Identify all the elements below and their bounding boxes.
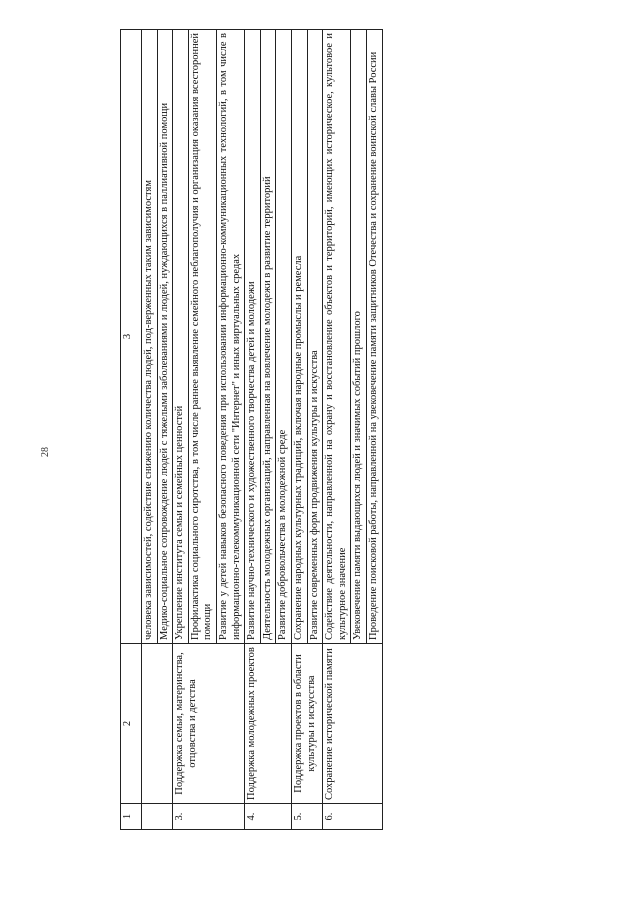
row-item: Развитие у детей навыков безопасного поведения при использовании информационно-коммуникационных технологий, в том числе в информационно-телекоммуникационной сети "Интернет" и иных виртуальных средах bbox=[216, 30, 244, 644]
row-item: Увековечение памяти выдающихся людей и значимых событий прошлого bbox=[351, 30, 367, 644]
header-cell: 2 bbox=[121, 644, 142, 804]
row-number: 3. bbox=[173, 804, 245, 830]
row-number: 5. bbox=[291, 804, 322, 830]
row-item: Профилактика социального сиротства, в том числе раннее выявление семейного неблагополучия и организация оказания всесторонней помощи bbox=[188, 30, 216, 644]
table-row bbox=[291, 30, 307, 830]
row-direction: Сохранение исторической памяти bbox=[323, 644, 382, 804]
row-item: Содействие деятельности, направленной на охрану и восстановление объектов и территорий, имеющих историческое, культовое и культурное значение bbox=[323, 30, 351, 644]
table-header-row bbox=[121, 30, 142, 830]
row-direction: Поддержка проектов в области культуры и искусства bbox=[291, 644, 322, 804]
header-cell: 1 bbox=[121, 804, 142, 830]
row-item: человека зависимостей, содействие снижению количества людей, под-верженных таким зависимостям bbox=[142, 30, 158, 644]
row-number: 4. bbox=[245, 804, 292, 830]
table-row bbox=[245, 30, 261, 830]
row-direction: Поддержка молодежных проектов bbox=[245, 644, 292, 804]
row-item: Деятельность молодежных организаций, направленная на вовлечение молодежи в развитие территорий bbox=[260, 30, 276, 644]
rotated-page-content bbox=[120, 30, 640, 830]
row-direction: Поддержка семьи, материнства, отцовства и детства bbox=[173, 644, 245, 804]
row-item: Развитие добровольчества в молодежной среде bbox=[276, 30, 292, 644]
row-number: 6. bbox=[323, 804, 382, 830]
directions-table bbox=[120, 29, 383, 830]
page-number: 28 bbox=[40, 447, 51, 457]
row-direction bbox=[142, 644, 173, 804]
row-item: Развитие научно-технического и художественного творчества детей и молодежи bbox=[245, 30, 261, 644]
table-row bbox=[142, 30, 158, 830]
header-cell: 3 bbox=[121, 30, 142, 644]
table-row bbox=[323, 30, 351, 830]
row-item: Сохранение народных культурных традиций, включая народные промыслы и ремесла bbox=[291, 30, 307, 644]
table-row bbox=[173, 30, 189, 830]
row-item: Проведение поисковой работы, направленной на увековечение памяти защитников Отечества и сохранение воинской славы России bbox=[366, 30, 382, 644]
row-item: Укрепление института семьи и семейных ценностей bbox=[173, 30, 189, 644]
row-number bbox=[142, 804, 173, 830]
row-item: Развитие современных форм продвижения культуры и искусства bbox=[307, 30, 323, 644]
row-item: Медико-социальное сопровождение людей с тяжелыми заболеваниями и людей, нуждающихся в паллиативной помощи bbox=[157, 30, 173, 644]
